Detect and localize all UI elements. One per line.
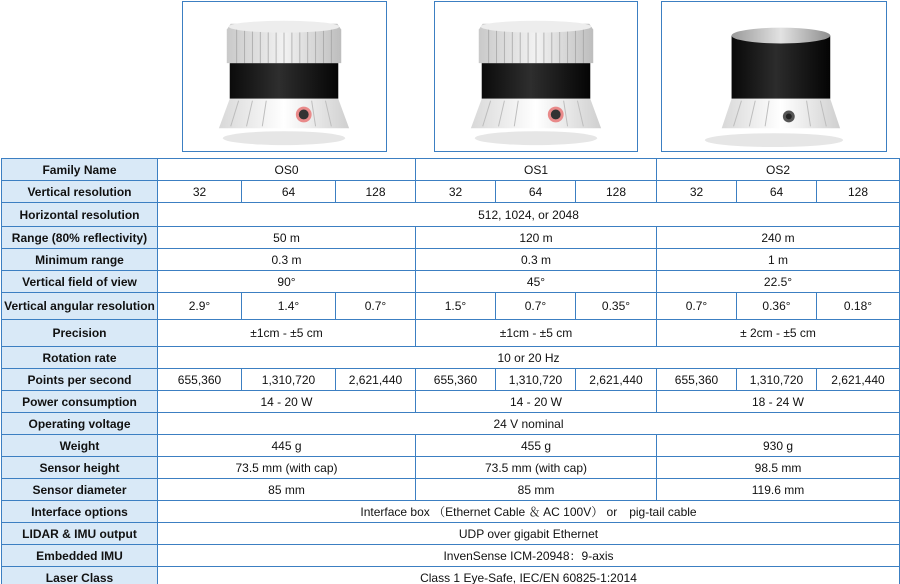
row-label: Laser Class (2, 567, 158, 584)
value-cell-os1: 2,621,440 (576, 369, 657, 391)
family-os2: OS2 (657, 159, 900, 181)
value-cell-os1: ±1cm - ±5 cm (416, 320, 657, 347)
value-cell-os0: 0.3 m (158, 249, 416, 271)
value-cell-os1: 14 - 20 W (416, 391, 657, 413)
value-cell-os0: 1.4° (242, 293, 336, 320)
lidar-sensor-cap-image (662, 2, 886, 151)
table-row (2, 501, 900, 523)
value-cell-os0: 2,621,440 (336, 369, 416, 391)
row-label: Points per second (2, 369, 158, 391)
value-cell-all: Class 1 Eye-Safe, IEC/EN 60825-1:2014 (158, 567, 900, 584)
table-row (2, 181, 900, 203)
row-label: Embedded IMU (2, 545, 158, 567)
value-cell-os1: 655,360 (416, 369, 496, 391)
value-cell-os1: 0.35° (576, 293, 657, 320)
value-cell-os0: 73.5 mm (with cap) (158, 457, 416, 479)
value-cell-all: UDP over gigabit Ethernet (158, 523, 900, 545)
table-row (2, 391, 900, 413)
row-label: Interface options (2, 501, 158, 523)
value-cell-os1: 85 mm (416, 479, 657, 501)
row-label: Range (80% reflectivity) (2, 227, 158, 249)
row-label: Power consumption (2, 391, 158, 413)
value-cell-os0: 64 (242, 181, 336, 203)
sensor-photos (0, 0, 900, 154)
value-cell-os0: 14 - 20 W (158, 391, 416, 413)
value-cell-os1: 0.7° (496, 293, 576, 320)
value-cell-os0: 655,360 (158, 369, 242, 391)
table-row (2, 457, 900, 479)
spec-table (1, 158, 900, 584)
row-label: Sensor height (2, 457, 158, 479)
value-cell-os2: 64 (737, 181, 817, 203)
row-label: Sensor diameter (2, 479, 158, 501)
value-cell-os2: 128 (817, 181, 900, 203)
value-cell-os1: 128 (576, 181, 657, 203)
value-cell-os2: 1,310,720 (737, 369, 817, 391)
value-cell-all: Interface box （Ethernet Cable ＆ AC 100V） or pig-tail cable (158, 501, 900, 523)
table-row (2, 545, 900, 567)
lidar-sensor-heatsink-image (435, 2, 637, 151)
value-cell-os2: ± 2cm - ±5 cm (657, 320, 900, 347)
row-label: Operating voltage (2, 413, 158, 435)
family-os0: OS0 (158, 159, 416, 181)
row-label: Vertical angular resolution (2, 293, 158, 320)
value-cell-os1: 0.3 m (416, 249, 657, 271)
family-label: Family Name (2, 159, 158, 181)
row-label: Precision (2, 320, 158, 347)
lidar-sensor-heatsink-image (183, 2, 386, 151)
value-cell-os1: 1,310,720 (496, 369, 576, 391)
family-os1: OS1 (416, 159, 657, 181)
value-cell-all: 512, 1024, or 2048 (158, 203, 900, 227)
row-label: Weight (2, 435, 158, 457)
value-cell-os2: 930 g (657, 435, 900, 457)
table-row (2, 413, 900, 435)
table-row (2, 320, 900, 347)
value-cell-os0: 0.7° (336, 293, 416, 320)
value-cell-os2: 0.18° (817, 293, 900, 320)
row-label: Horizontal resolution (2, 203, 158, 227)
value-cell-all: InvenSense ICM-20948：9-axis (158, 545, 900, 567)
photo-os0 (182, 1, 387, 152)
value-cell-os0: 2.9° (158, 293, 242, 320)
row-label: Rotation rate (2, 347, 158, 369)
value-cell-os0: 50 m (158, 227, 416, 249)
value-cell-os2: 1 m (657, 249, 900, 271)
value-cell-os0: 1,310,720 (242, 369, 336, 391)
table-row (2, 567, 900, 584)
value-cell-os2: 18 - 24 W (657, 391, 900, 413)
value-cell-os1: 455 g (416, 435, 657, 457)
value-cell-os0: ±1cm - ±5 cm (158, 320, 416, 347)
table-row (2, 249, 900, 271)
table-row (2, 293, 900, 320)
table-row (2, 271, 900, 293)
value-cell-os1: 1.5° (416, 293, 496, 320)
value-cell-all: 24 V nominal (158, 413, 900, 435)
photo-os2 (661, 1, 887, 152)
spec-table-body (2, 159, 900, 584)
row-label: Vertical resolution (2, 181, 158, 203)
value-cell-os0: 445 g (158, 435, 416, 457)
value-cell-os2: 32 (657, 181, 737, 203)
value-cell-os0: 128 (336, 181, 416, 203)
value-cell-os2: 119.6 mm (657, 479, 900, 501)
value-cell-os2: 655,360 (657, 369, 737, 391)
table-row (2, 369, 900, 391)
value-cell-os2: 0.7° (657, 293, 737, 320)
value-cell-all: 10 or 20 Hz (158, 347, 900, 369)
table-row (2, 347, 900, 369)
value-cell-os2: 98.5 mm (657, 457, 900, 479)
photo-os1 (434, 1, 638, 152)
value-cell-os0: 32 (158, 181, 242, 203)
value-cell-os1: 45° (416, 271, 657, 293)
table-row-family (2, 159, 900, 181)
row-label: LIDAR & IMU output (2, 523, 158, 545)
value-cell-os1: 73.5 mm (with cap) (416, 457, 657, 479)
value-cell-os1: 32 (416, 181, 496, 203)
table-row (2, 479, 900, 501)
value-cell-os1: 64 (496, 181, 576, 203)
table-row (2, 523, 900, 545)
value-cell-os2: 22.5° (657, 271, 900, 293)
row-label: Vertical field of view (2, 271, 158, 293)
value-cell-os2: 2,621,440 (817, 369, 900, 391)
row-label: Minimum range (2, 249, 158, 271)
value-cell-os0: 90° (158, 271, 416, 293)
table-row (2, 435, 900, 457)
value-cell-os2: 0.36° (737, 293, 817, 320)
value-cell-os0: 85 mm (158, 479, 416, 501)
value-cell-os2: 240 m (657, 227, 900, 249)
table-row (2, 203, 900, 227)
table-row (2, 227, 900, 249)
value-cell-os1: 120 m (416, 227, 657, 249)
